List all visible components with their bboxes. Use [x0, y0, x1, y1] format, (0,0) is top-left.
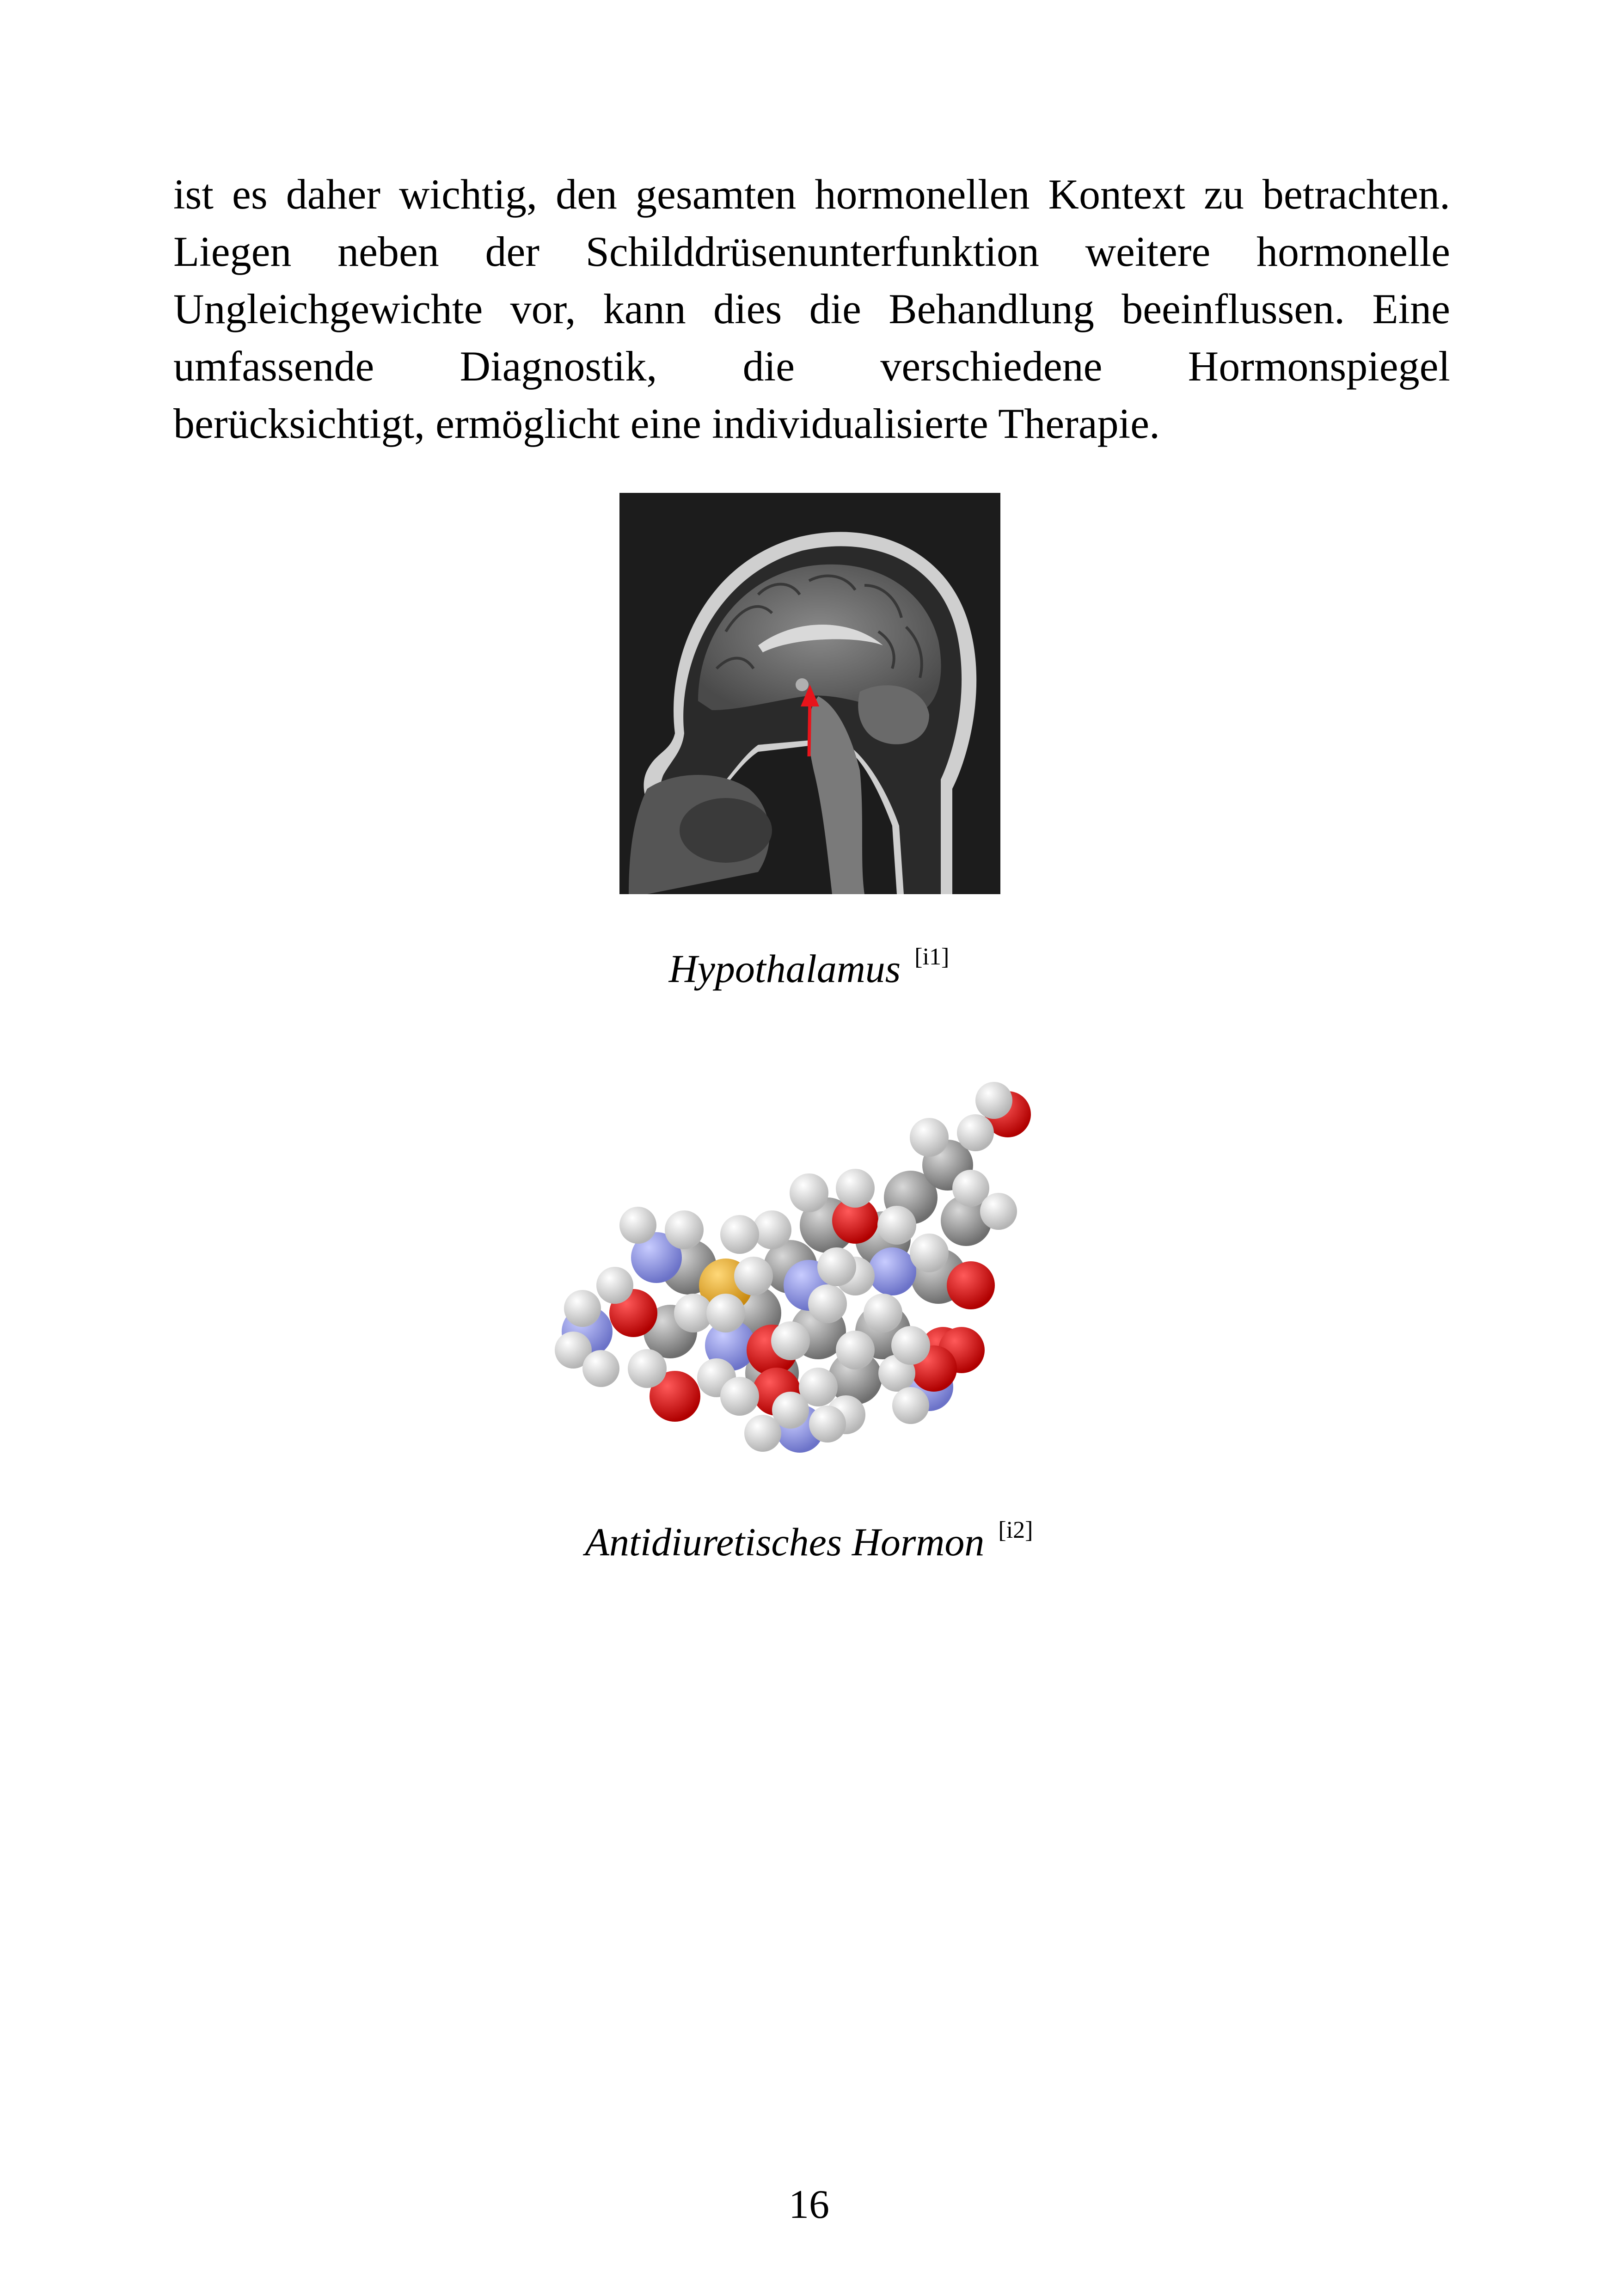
hydrogen-atom — [596, 1267, 633, 1304]
caption-text: Antidiuretisches Hormon — [585, 1520, 985, 1564]
figure-reference: [i1] — [914, 944, 950, 970]
hydrogen-atom — [836, 1331, 875, 1369]
page-number: 16 — [789, 2182, 829, 2227]
hydrogen-atom — [771, 1321, 810, 1360]
hydrogen-atom — [706, 1294, 745, 1332]
hydrogen-atom — [892, 1387, 929, 1424]
hydrogen-atom — [628, 1349, 667, 1388]
nitrogen-atom — [868, 1247, 916, 1295]
oxygen-atom — [947, 1261, 995, 1309]
hydrogen-atom — [582, 1350, 619, 1387]
hydrogen-atom — [910, 1234, 949, 1272]
hydrogen-atom — [720, 1377, 759, 1416]
text-line: umfassende Diagnostik, die verschiedene Hormonspiegel — [173, 343, 1450, 390]
hydrogen-atom — [744, 1415, 781, 1452]
text-line: Liegen neben der Schilddrüsenunterfunktion weitere hormonelle — [173, 228, 1450, 275]
hydrogen-atom — [734, 1257, 773, 1295]
figure-reference: [i2] — [998, 1517, 1033, 1543]
hydrogen-atom — [957, 1114, 994, 1151]
hydrogen-atom — [980, 1193, 1017, 1230]
hydrogen-atom — [564, 1290, 601, 1327]
text-line: Ungleichgewichte vor, kann dies die Behandlung beeinflussen. Eine — [173, 285, 1450, 332]
hydrogen-atom — [817, 1247, 856, 1286]
hydrogen-atom — [891, 1326, 930, 1365]
hydrogen-atom — [877, 1206, 916, 1245]
hydrogen-atom — [720, 1215, 759, 1254]
caption-text: Hypothalamus — [668, 946, 901, 991]
figure-caption-hypothalamus — [0, 943, 1618, 992]
figure-caption-adh — [0, 1516, 1618, 1565]
hydrogen-atom — [864, 1294, 902, 1332]
hydrogen-atom — [975, 1082, 1012, 1119]
hydrogen-atom — [808, 1284, 847, 1323]
hydrogen-atom — [790, 1173, 828, 1212]
body-paragraph — [173, 166, 1450, 452]
hydrogen-atom — [619, 1207, 656, 1244]
text-line: ist es daher wichtig, den gesamten hormonellen Kontext zu betrachten. — [173, 171, 1450, 218]
hydrogen-atom — [910, 1118, 949, 1157]
text-line: berücksichtigt, ermöglicht eine individualisierte Therapie. — [173, 400, 1160, 447]
hydrogen-atom — [809, 1406, 846, 1443]
mri-brain-image — [619, 493, 1000, 894]
molecule-image — [532, 1036, 1109, 1489]
hydrogen-atom — [665, 1210, 704, 1249]
hydrogen-atom — [836, 1169, 875, 1208]
